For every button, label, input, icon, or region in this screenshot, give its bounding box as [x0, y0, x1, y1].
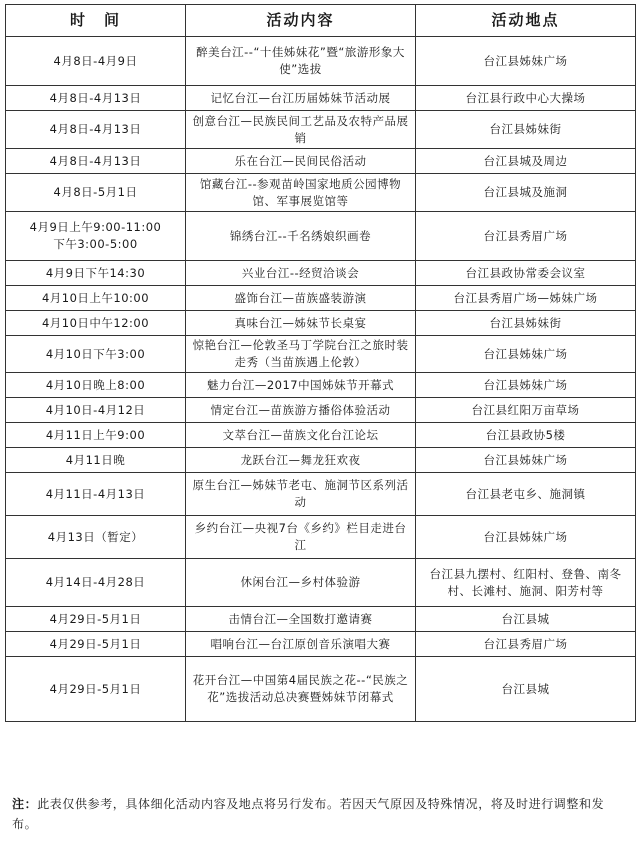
cell-time: 4月11日-4月13日 — [6, 473, 186, 516]
table-row — [6, 311, 636, 336]
cell-place: 台江县秀眉广场—姊妹广场 — [416, 286, 636, 311]
cell-place: 台江县姊妹街 — [416, 111, 636, 149]
cell-time: 4月29日-5月1日 — [6, 657, 186, 722]
table-row — [6, 174, 636, 212]
cell-place: 台江县城及周边 — [416, 149, 636, 174]
cell-content: 醉美台江--“十佳姊妹花”暨“旅游形象大使”选拔 — [186, 37, 416, 86]
cell-place: 台江县老屯乡、施洞镇 — [416, 473, 636, 516]
table-row — [6, 336, 636, 373]
cell-time: 4月8日-4月13日 — [6, 86, 186, 111]
header-place: 活动地点 — [416, 5, 636, 37]
cell-place: 台江县行政中心大操场 — [416, 86, 636, 111]
table-row — [6, 111, 636, 149]
table-row — [6, 261, 636, 286]
table-row — [6, 607, 636, 632]
cell-time: 4月11日晚 — [6, 448, 186, 473]
cell-time: 4月9日下午14:30 — [6, 261, 186, 286]
cell-content: 休闲台江—乡村体验游 — [186, 559, 416, 607]
cell-place: 台江县九摆村、红阳村、登鲁、南冬村、长滩村、施洞、阳芳村等 — [416, 559, 636, 607]
table-row — [6, 473, 636, 516]
table-row — [6, 212, 636, 261]
cell-place: 台江县姊妹广场 — [416, 373, 636, 398]
footnote-label: 注： — [12, 797, 38, 811]
cell-content: 真味台江—姊妹节长桌宴 — [186, 311, 416, 336]
cell-content: 惊艳台江—伦敦圣马丁学院台江之旅时装走秀（当苗族遇上伦敦） — [186, 336, 416, 373]
cell-content: 花开台江—中国第4届民族之花--“民族之花”选拔活动总决赛暨姊妹节闭幕式 — [186, 657, 416, 722]
cell-place: 台江县秀眉广场 — [416, 212, 636, 261]
cell-place: 台江县政协5楼 — [416, 423, 636, 448]
cell-content: 魅力台江—2017中国姊妹节开幕式 — [186, 373, 416, 398]
table-row — [6, 398, 636, 423]
cell-time: 4月10日-4月12日 — [6, 398, 186, 423]
cell-place: 台江县秀眉广场 — [416, 632, 636, 657]
cell-time: 4月10日晚上8:00 — [6, 373, 186, 398]
cell-time: 4月29日-5月1日 — [6, 607, 186, 632]
cell-time: 4月8日-4月13日 — [6, 149, 186, 174]
cell-content: 文萃台江—苗族文化台江论坛 — [186, 423, 416, 448]
cell-content: 唱响台江—台江原创音乐演唱大赛 — [186, 632, 416, 657]
table-header-row — [6, 5, 636, 37]
cell-place: 台江县城及施洞 — [416, 174, 636, 212]
cell-content: 原生台江—姊妹节老屯、施洞节区系列活动 — [186, 473, 416, 516]
footnote-text: 此表仅供参考，具体细化活动内容及地点将另行发布。若因天气原因及特殊情况，将及时进行调整和发布。 — [12, 797, 605, 831]
cell-time: 4月8日-5月1日 — [6, 174, 186, 212]
cell-content: 馆藏台江--参观苗岭国家地质公园博物馆、军事展览馆等 — [186, 174, 416, 212]
cell-time: 4月29日-5月1日 — [6, 632, 186, 657]
cell-content: 锦绣台江--千名绣娘织画卷 — [186, 212, 416, 261]
cell-place: 台江县政协常委会议室 — [416, 261, 636, 286]
cell-place: 台江县姊妹广场 — [416, 336, 636, 373]
table-row — [6, 149, 636, 174]
table-row — [6, 86, 636, 111]
cell-time: 4月10日上午10:00 — [6, 286, 186, 311]
cell-place: 台江县姊妹街 — [416, 311, 636, 336]
table-row — [6, 448, 636, 473]
cell-place: 台江县姊妹广场 — [416, 516, 636, 559]
cell-content: 情定台江—苗族游方播俗体验活动 — [186, 398, 416, 423]
cell-content: 盛饰台江—苗族盛装游演 — [186, 286, 416, 311]
footnote — [12, 794, 626, 834]
cell-place: 台江县姊妹广场 — [416, 448, 636, 473]
table-row — [6, 373, 636, 398]
cell-content: 创意台江—民族民间工艺品及农特产品展销 — [186, 111, 416, 149]
cell-place: 台江县红阳万亩草场 — [416, 398, 636, 423]
header-time: 时 间 — [6, 5, 186, 37]
cell-content: 记忆台江—台江历届姊妹节活动展 — [186, 86, 416, 111]
cell-time: 4月10日下午3:00 — [6, 336, 186, 373]
table-row — [6, 657, 636, 722]
cell-place: 台江县城 — [416, 607, 636, 632]
cell-place: 台江县城 — [416, 657, 636, 722]
cell-time: 4月10日中午12:00 — [6, 311, 186, 336]
table-row — [6, 516, 636, 559]
cell-time: 4月14日-4月28日 — [6, 559, 186, 607]
cell-time: 4月9日上午9:00-11:00 下午3:00-5:00 — [6, 212, 186, 261]
header-content: 活动内容 — [186, 5, 416, 37]
table-row — [6, 286, 636, 311]
cell-content: 击情台江—全国数打邀请赛 — [186, 607, 416, 632]
cell-content: 兴业台江--经贸洽谈会 — [186, 261, 416, 286]
cell-time: 4月13日（暂定） — [6, 516, 186, 559]
cell-content: 龙跃台江—舞龙狂欢夜 — [186, 448, 416, 473]
table-row — [6, 559, 636, 607]
cell-place: 台江县姊妹广场 — [416, 37, 636, 86]
schedule-table — [5, 4, 636, 722]
table-row — [6, 423, 636, 448]
cell-time: 4月8日-4月13日 — [6, 111, 186, 149]
cell-time: 4月8日-4月9日 — [6, 37, 186, 86]
cell-time: 4月11日上午9:00 — [6, 423, 186, 448]
table-row — [6, 632, 636, 657]
cell-content: 乡约台江—央视7台《乡约》栏目走进台江 — [186, 516, 416, 559]
table-row — [6, 37, 636, 86]
cell-content: 乐在台江—民间民俗活动 — [186, 149, 416, 174]
